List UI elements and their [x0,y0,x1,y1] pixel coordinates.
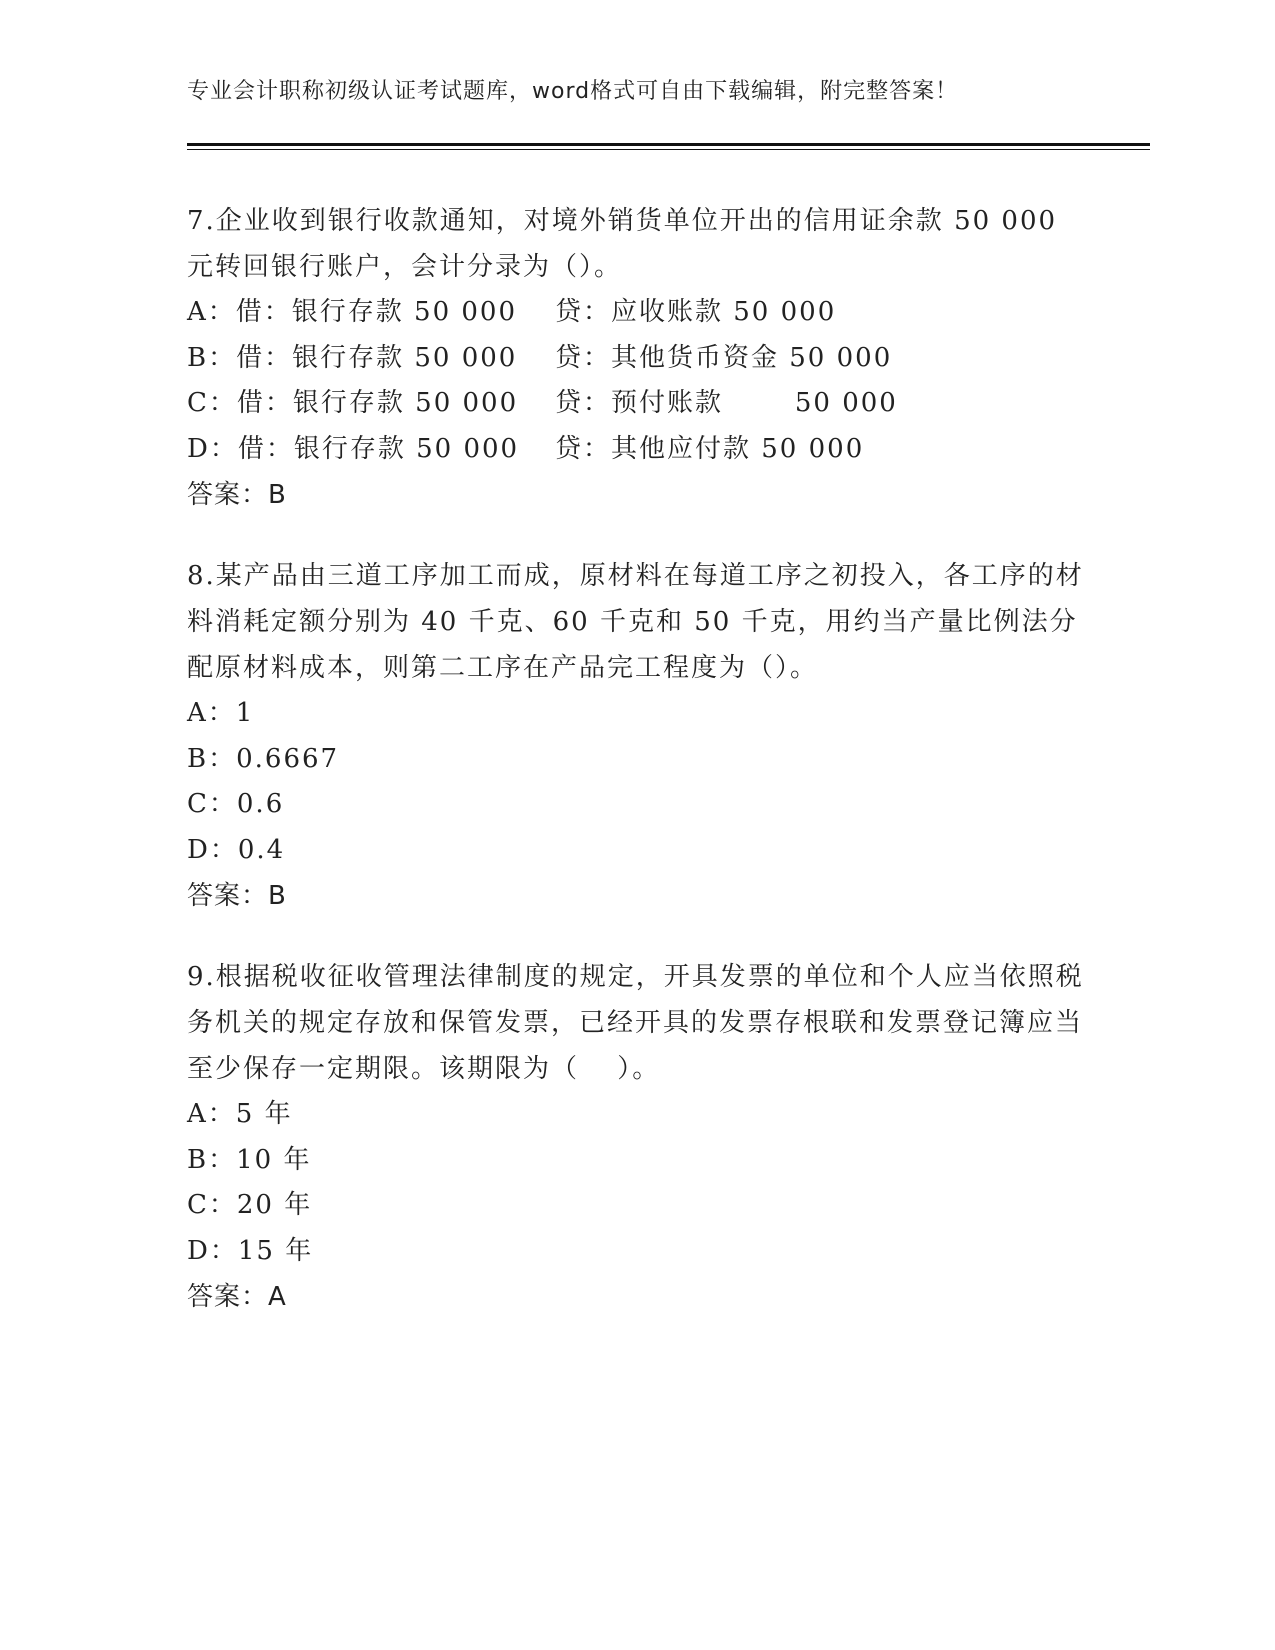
option-a [187,290,1087,336]
question-9 [187,954,1087,1320]
answer-line: 答案：A [187,1282,287,1312]
page-header: 专业会计职称初级认证考试题库，word格式可自由下载编辑，附完整答案！ [187,79,959,104]
option-a: A：1 [187,698,255,728]
option-a-debit: A：借：银行存款 50 000 [187,297,518,327]
question-stem: 8.某产品由三道工序加工而成，原材料在每道工序之初投入，各工序的材料消耗定额分别为 40 千克、60 千克和 50 千克，用约当产量比例法分配原材料成本，则第二工序在产品完工程度为（）。 [187,561,1084,683]
option-b: B：0.6667 [187,743,340,774]
option-c: C：0.6 [187,789,285,819]
header-rule-thin [187,149,1150,150]
option-d-debit: D：借：银行存款 50 000 [187,433,520,464]
option-d: D：0.4 [187,834,286,865]
option-c [187,381,1087,427]
option-c-debit: C：借：银行存款 50 000 [187,388,519,418]
answer-line: 答案：B [187,480,287,510]
question-stem: 9.根据税收征收管理法律制度的规定，开具发票的单位和个人应当依照税务机关的规定存放和保管发票，已经开具的发票存根联和发票登记簿应当至少保存一定期限。该期限为（ ）。 [187,962,1084,1084]
question-stem: 7.企业收到银行收款通知，对境外销货单位开出的信用证余款 50 000 元转回银行账户，会计分录为（）。 [187,206,1058,282]
option-b-debit: B：借：银行存款 50 000 [187,342,518,373]
option-b-credit: 贷：其他货币资金 50 000 [555,342,893,373]
option-b [187,336,1087,382]
option-a: A：5 年 [187,1099,293,1129]
question-8 [187,553,1087,919]
header-rule-thick [187,143,1150,146]
option-b: B：10 年 [187,1144,312,1175]
option-c-credit: 贷：预付账款 50 000 [555,388,898,418]
option-d: D：15 年 [187,1235,314,1266]
option-d [187,427,1087,473]
option-d-credit: 贷：其他应付款 50 000 [555,433,865,464]
answer-line: 答案：B [187,881,287,911]
option-c: C：20 年 [187,1190,313,1220]
option-a-credit: 贷：应收账款 50 000 [555,297,837,327]
question-7 [187,198,1087,518]
question-list [187,198,1087,1355]
